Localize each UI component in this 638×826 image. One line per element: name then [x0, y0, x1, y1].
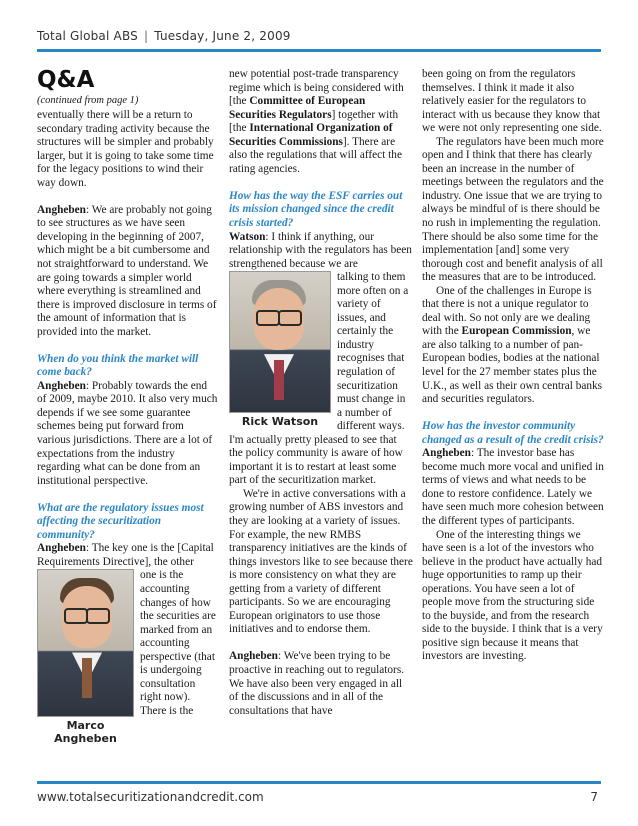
- portrait-photo-icon: [37, 569, 134, 717]
- page-header: [37, 29, 291, 43]
- paragraph: The regulators have been much more open and I think that there has clearly been an increase in the number of meetings between the regulators and the industry. One issue that we are trying to always be mindful of is there should be no rush in implementing the regulation. There should be also some time for the implementation [and] some very thorough cost and benefit analysis of all the measures that are to be introduced.: [422, 135, 604, 284]
- bottom-rule: [37, 781, 601, 784]
- answer: Angheben: The key one is the [Capital Requirements Directive], the other: [37, 542, 214, 568]
- answer: Watson: I think if anything, our relationship with the regulators has been strengthened because we are: [229, 230, 412, 270]
- paragraph: Angheben: We've been trying to be proactive in reaching out to regulators. We have also been very engaged in all of the discussions and in all of the consultations that have: [229, 650, 405, 717]
- answer: Angheben: Probably towards the end of 2009, maybe 2010. It also very much depends if we see some guarantee schemes being put forward from various jurisdictions. There are a lot of expectations from the industry regarding what can be done from an institutional perspective.: [37, 379, 218, 487]
- article-title: Q&A: [37, 67, 95, 93]
- page-number: 7: [590, 790, 598, 804]
- publication-name: Total Global ABS: [37, 29, 138, 43]
- header-separator: |: [143, 29, 149, 43]
- speaker-name: Angheben: [37, 542, 86, 555]
- answer-continued: one is the accounting changes of how the securities are marked from an accounting perspective (that is undergoing consultation right now). There is the: [140, 569, 216, 717]
- column-2: [229, 68, 413, 718]
- question: What are the regulatory issues most affecting the securitization community?: [37, 501, 204, 541]
- question: When do you think the market will come back?: [37, 352, 199, 379]
- answer-continued: I'm actually pretty pleased to see that the policy community is aware of how important it is to restart at least some part of the securitization market.: [229, 433, 403, 487]
- paragraph: eventually there will be a return to secondary trading activity because the structures will be simpler and probably larger, but it is going to take some time for the legacy positions to wind their way down.: [37, 109, 214, 189]
- speaker-name: Angheben: [37, 203, 86, 216]
- question: How has the investor community changed as a result of the credit crisis?: [422, 420, 604, 446]
- paragraph: One of the challenges in Europe is that there is not a unique regulator to deal with. So not only are we dealing with the European Commission, we are also talking to a number of pan-European bodies, bodies at the national level for the 27 member states plus the U.K., as well as their own central banks and securities regulators.: [422, 284, 603, 406]
- top-rule: [37, 49, 601, 52]
- photo-caption: Rick Watson: [241, 415, 319, 429]
- answer-continued: talking to them more often on a variety of issues, and certainly the industry recognises that regulation of securitization must change in a number of different ways.: [337, 271, 409, 433]
- paragraph: Angheben: We are probably not going to see structures as we have seen developing in the beginning of 2007, which might be a bit cumbersome and not straightforward to understand. We are going towards a simpler world where everything is streamlined and there is improved disclosure in terms of the amount of information that is provided into the market.: [37, 203, 217, 338]
- speaker-name: Angheben: [229, 650, 278, 663]
- photo-caption: Marco Angheben: [54, 719, 117, 746]
- paragraph: One of the interesting things we have seen is a lot of the investors who believe in the product have actually had huge opportunities to ramp up their operations. You have seen a lot of people move from the structuring side to the buyside, and from the research side to the buyside. I think that is a very positive sign because it means that investors are investing.: [422, 528, 603, 663]
- footer-url: www.totalsecuritizationandcredit.com: [37, 790, 264, 804]
- paragraph: new potential post-trade transparency regime which is being considered with [the Committee of European Securities Regulators] together with [the International Organization of Securities Commissions]. There are also the regulations that will affect the rating agencies.: [229, 68, 404, 175]
- column-3: [422, 68, 604, 664]
- paragraph: been going on from the regulators themselves. I think it made it also relatively easier for the regulators to interact with us because they know that we were not only representing one side.: [422, 68, 602, 135]
- paragraph: We're in active conversations with a growing number of ABS investors and they are looking at a variety of issues. For example, the new RMBS transparency initiatives are the kinds of things investors like to see because there is more consistency on what they are getting from a variety of different participants. So we are encouraging European originators to use those initiatives and to endorse them.: [229, 487, 413, 636]
- photo-marco-angheben: [37, 569, 134, 745]
- issue-date: Tuesday, June 2, 2009: [154, 29, 291, 43]
- speaker-name: Angheben: [422, 447, 471, 460]
- answer: Angheben: The investor base has become much more vocal and unified in terms of views and what needs to be done to restore confidence. Lately we have seen much more cohesion between the different types of participants.: [422, 447, 604, 527]
- portrait-photo-icon: [229, 271, 331, 413]
- continued-note: (continued from page 1): [37, 95, 139, 106]
- photo-rick-watson: [229, 271, 331, 428]
- speaker-name: Angheben: [37, 379, 86, 392]
- column-1: [37, 68, 219, 745]
- question: How has the way the ESF carries out its mission changed since the credit crisis started?: [229, 189, 403, 229]
- speaker-name: Watson: [229, 230, 266, 243]
